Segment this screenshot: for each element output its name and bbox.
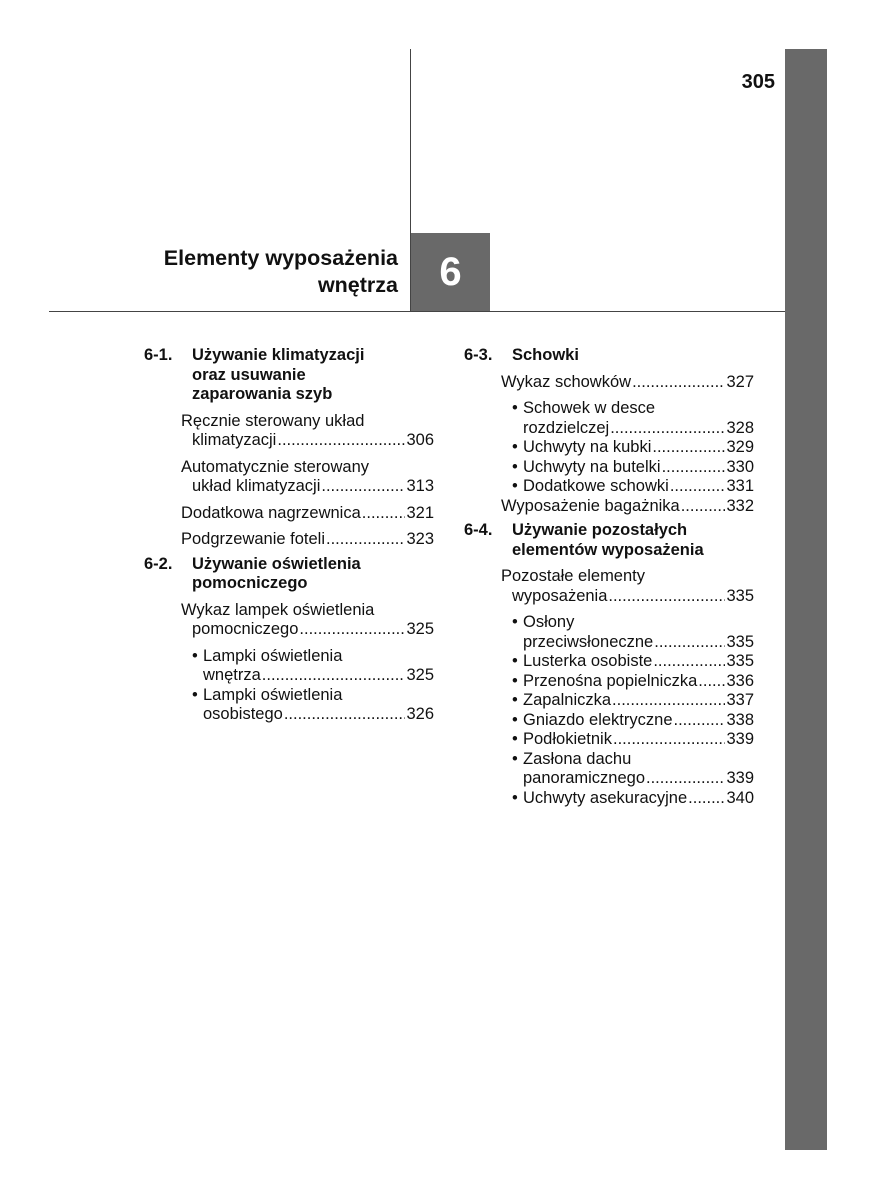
toc-entries [144, 412, 434, 550]
toc-entry-line [181, 431, 434, 451]
toc-entry-line [501, 373, 754, 393]
toc-entry-line [181, 647, 434, 667]
toc-page-number: 339 [726, 730, 754, 748]
toc-entry [181, 412, 434, 451]
toc-entry-line [181, 412, 434, 432]
section-title-line: zaparowania szyb [192, 385, 333, 403]
toc-section [464, 521, 754, 808]
toc-entry [501, 477, 754, 497]
thumb-index-bar [785, 49, 827, 1150]
toc-page-number: 336 [726, 671, 754, 690]
dot-leader [653, 652, 725, 672]
toc-page-number: 340 [726, 788, 754, 807]
toc-entry-text: Dodatkowa nagrzewnica [181, 503, 361, 522]
toc-entry-line [501, 419, 754, 439]
toc-section [464, 346, 754, 516]
dot-leader [654, 633, 725, 653]
chapter-title [100, 245, 398, 299]
toc-entry-line [501, 458, 754, 478]
toc-entry-text: Uchwyty na butelki [523, 457, 661, 476]
toc-entry-line [501, 477, 754, 497]
toc-entry-line [501, 691, 754, 711]
toc-entry [501, 613, 754, 652]
dot-leader [652, 438, 725, 458]
toc-entry [501, 438, 754, 458]
section-title-line: Używanie pozostałych [512, 521, 688, 539]
toc-entry-text: Osłony [523, 613, 575, 631]
toc-page-number: 335 [726, 652, 754, 670]
toc-entry-line [181, 686, 434, 706]
toc-entry-text: przeciwsłoneczne [523, 632, 654, 651]
toc-entry-text: klimatyzacji [192, 431, 277, 449]
dot-leader [608, 587, 725, 607]
toc-entry-text: Ręcznie sterowany układ [181, 411, 365, 430]
toc-entry [181, 458, 434, 497]
bullet-icon: • [512, 399, 518, 417]
toc-entry-text: Wyposażenie bagażnika [501, 496, 680, 515]
toc-page-number: 335 [726, 586, 754, 605]
dot-leader [674, 711, 726, 731]
toc-entry-text: Schowek w desce [523, 399, 656, 417]
chapter-title-line: wnętrza [317, 273, 398, 297]
bullet-icon: • [512, 710, 518, 729]
toc-entry [181, 504, 434, 524]
toc-entry-text: pomocniczego [192, 620, 299, 638]
chapter-title-line: Elementy wyposażenia [163, 246, 398, 270]
toc-entry-text: Wykaz schowków [501, 372, 632, 391]
section-title-line: Używanie oświetlenia [192, 554, 361, 573]
bullet-icon: • [512, 477, 518, 495]
toc-section [144, 346, 434, 550]
toc-entry-line [501, 672, 754, 692]
toc-entry [501, 711, 754, 731]
toc-entry-line [501, 438, 754, 458]
toc-page-number: 338 [726, 710, 754, 729]
section-title [192, 555, 361, 594]
toc-page-number: 331 [726, 477, 754, 495]
toc-right-column [464, 346, 754, 812]
page-number: 305 [741, 71, 775, 93]
toc-entry-text: Przenośna popielniczka [523, 671, 698, 690]
dot-leader [277, 431, 405, 451]
toc-entry-line [501, 613, 754, 633]
bullet-icon: • [512, 671, 518, 690]
section-heading [144, 346, 434, 405]
toc-entry-line [181, 458, 434, 478]
dot-leader [662, 458, 726, 478]
bullet-icon: • [512, 788, 518, 807]
bullet-icon: • [512, 438, 518, 456]
toc-entry-line [181, 504, 434, 524]
toc-entry [501, 497, 754, 517]
toc-entry-text: panoramicznego [523, 769, 645, 787]
toc-entry-text: Pozostałe elementy [501, 567, 645, 585]
toc-entry-text: Zapalniczka [523, 691, 612, 709]
dot-leader [688, 789, 725, 809]
toc-entry [501, 730, 754, 750]
toc-entry-text: Uchwyty na kubki [523, 438, 652, 456]
toc-page-number: 306 [406, 431, 434, 449]
section-number: 6-4. [464, 521, 493, 539]
toc-page-number: 335 [726, 632, 754, 651]
toc-entry-line [181, 620, 434, 640]
chapter-number-box: 6 [411, 233, 490, 311]
toc-entry-line [501, 652, 754, 672]
section-number: 6-1. [144, 346, 173, 364]
toc-entry [181, 647, 434, 686]
toc-entry-line [501, 789, 754, 809]
section-title [512, 521, 704, 560]
bullet-icon: • [512, 613, 518, 631]
toc-entry-text: osobistego [203, 705, 283, 723]
bullet-icon: • [512, 749, 518, 768]
toc-entry-text: Uchwyty asekuracyjne [523, 788, 688, 807]
toc-section [144, 555, 434, 725]
dot-leader [698, 672, 725, 692]
dot-leader [632, 373, 725, 393]
toc-page-number: 321 [406, 503, 434, 522]
toc-page-number: 328 [726, 418, 754, 437]
horizontal-rule [49, 311, 785, 312]
dot-leader [646, 769, 725, 789]
bullet-icon: • [192, 685, 198, 704]
dot-leader [613, 730, 725, 750]
section-heading [144, 555, 434, 594]
toc-entry-text: Podłokietnik [523, 730, 612, 748]
dot-leader [610, 419, 725, 439]
toc-entry-text: Wykaz lampek oświetlenia [181, 600, 375, 619]
toc-entry-text: wnętrza [203, 666, 261, 684]
section-title-line: Używanie klimatyzacji [192, 346, 365, 364]
section-title [512, 346, 579, 366]
toc-entry-line [501, 633, 754, 653]
toc-entry-text: Podgrzewanie foteli [181, 530, 326, 548]
section-title-line: elementów wyposażenia [512, 540, 704, 559]
toc-entry [501, 750, 754, 789]
toc-entry-line [181, 530, 434, 550]
toc-entry [501, 567, 754, 606]
dot-leader [326, 530, 405, 550]
toc-entries [144, 601, 434, 725]
toc-entries [464, 373, 754, 517]
toc-entry [181, 686, 434, 725]
toc-entry [501, 399, 754, 438]
toc-page-number: 326 [406, 705, 434, 723]
toc-entry-line [501, 497, 754, 517]
toc-entry [501, 691, 754, 711]
dot-leader [362, 504, 406, 524]
section-title-line: Schowki [512, 346, 579, 364]
toc-entries [464, 567, 754, 808]
section-heading [464, 521, 754, 560]
bullet-icon: • [512, 652, 518, 670]
toc-entry [501, 373, 754, 393]
toc-page-number: 330 [726, 457, 754, 476]
section-title-line: oraz usuwanie [192, 365, 306, 384]
toc-page-number: 323 [406, 530, 434, 548]
toc-entry-line [501, 587, 754, 607]
section-number: 6-3. [464, 346, 493, 364]
dot-leader [612, 691, 725, 711]
dot-leader [321, 477, 405, 497]
section-title-line: pomocniczego [192, 574, 308, 592]
bullet-icon: • [512, 730, 518, 748]
toc-page-number: 325 [406, 620, 434, 638]
toc-entry-text: wyposażenia [512, 586, 608, 605]
toc-entry [501, 789, 754, 809]
dot-leader [284, 705, 406, 725]
toc-entry [181, 601, 434, 640]
toc-entry-text: Dodatkowe schowki [523, 477, 669, 495]
toc-entry [501, 672, 754, 692]
section-number: 6-2. [144, 554, 173, 573]
toc-entry [181, 530, 434, 550]
toc-entry-line [501, 399, 754, 419]
toc-page-number: 325 [406, 666, 434, 684]
toc-entry [501, 458, 754, 478]
toc-entry-text: Zasłona dachu [523, 749, 632, 768]
toc-entry-line [181, 666, 434, 686]
toc-page-number: 337 [726, 691, 754, 709]
dot-leader [670, 477, 726, 497]
toc-entry-line [181, 705, 434, 725]
bullet-icon: • [512, 457, 518, 476]
toc-entry-text: Lampki oświetlenia [203, 685, 343, 704]
dot-leader [681, 497, 726, 517]
toc-page-number: 327 [726, 372, 754, 391]
toc-page-number: 339 [726, 769, 754, 787]
toc-entry-text: Lusterka osobiste [523, 652, 653, 670]
toc-entry [501, 652, 754, 672]
toc-entry-text: rozdzielczej [523, 418, 610, 437]
toc-page-number: 329 [726, 438, 754, 456]
toc-entry-line [501, 567, 754, 587]
toc-entry-text: Automatycznie sterowany [181, 457, 370, 476]
toc-entry-text: Lampki oświetlenia [203, 646, 343, 665]
toc-page-number: 332 [726, 496, 754, 515]
toc-entry-line [501, 750, 754, 770]
dot-leader [299, 620, 405, 640]
toc-left-column [144, 346, 434, 729]
toc-entry-line [501, 769, 754, 789]
toc-entry-text: układ klimatyzacji [192, 477, 321, 495]
toc-entry-line [501, 730, 754, 750]
bullet-icon: • [512, 691, 518, 709]
toc-page-number: 313 [406, 477, 434, 495]
toc-entry-line [181, 601, 434, 621]
toc-entry-line [501, 711, 754, 731]
bullet-icon: • [192, 646, 198, 665]
section-title [192, 346, 364, 405]
toc-entry-text: Gniazdo elektryczne [523, 710, 673, 729]
dot-leader [262, 666, 406, 686]
toc-entry-line [181, 477, 434, 497]
section-heading [464, 346, 754, 366]
